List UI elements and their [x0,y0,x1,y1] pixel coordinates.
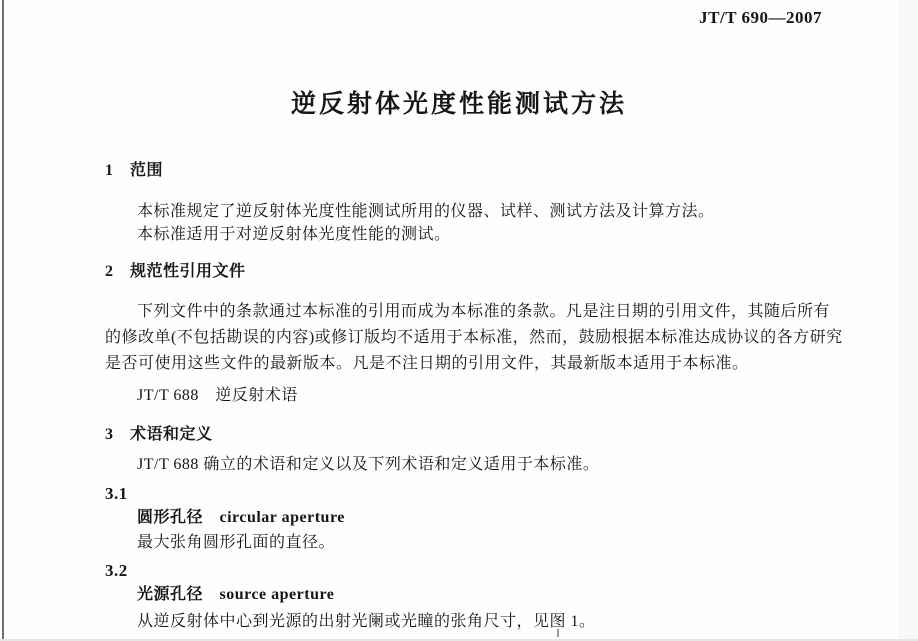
section-2-paragraph-line-2: 的修改单(不包括勘误的内容)或修订版均不适用于本标准，然而，鼓励根据本标准达成协议的各方研究 [105,329,843,346]
section-2-heading: 2 规范性引用文件 [105,263,246,280]
clause-3-1-term: 圆形孔径 circular aperture [137,509,345,526]
document-title: 逆反射体光度性能测试方法 [290,91,627,118]
clause-3-2-term: 光源孔径 source aperture [137,586,335,603]
section-1-heading: 1 范围 [105,162,164,179]
section-3-heading: 3 术语和定义 [105,426,213,443]
section-1-paragraph-1: 本标准规定了逆反射体光度性能测试所用的仪器、试样、测试方法及计算方法。 [137,203,715,220]
section-2-paragraph-line-1: 下列文件中的条款通过本标准的引用而成为本标准的条款。凡是注日期的引用文件，其随后所有 [137,303,831,320]
standard-number: JT/T 690—2007 [699,8,822,27]
clause-3-2-definition: 从逆反射体中心到光源的出射光阑或光瞳的张角尺寸，见图 1。 [137,613,596,630]
clause-3-1-definition: 最大张角圆形孔面的直径。 [137,534,336,551]
section-1-paragraph-2: 本标准适用于对逆反射体光度性能的测试。 [137,226,451,243]
section-3-intro: JT/T 688 确立的术语和定义以及下列术语和定义适用于本标准。 [137,456,600,473]
section-2-reference-item: JT/T 688 逆反射术语 [137,387,298,404]
clause-3-2-number: 3.2 [105,561,128,580]
section-2-paragraph-line-3: 是否可使用这些文件的最新版本。凡是不注日期的引用文件，其最新版本适用于本标准。 [105,355,749,372]
clause-3-1-number: 3.1 [105,484,128,503]
